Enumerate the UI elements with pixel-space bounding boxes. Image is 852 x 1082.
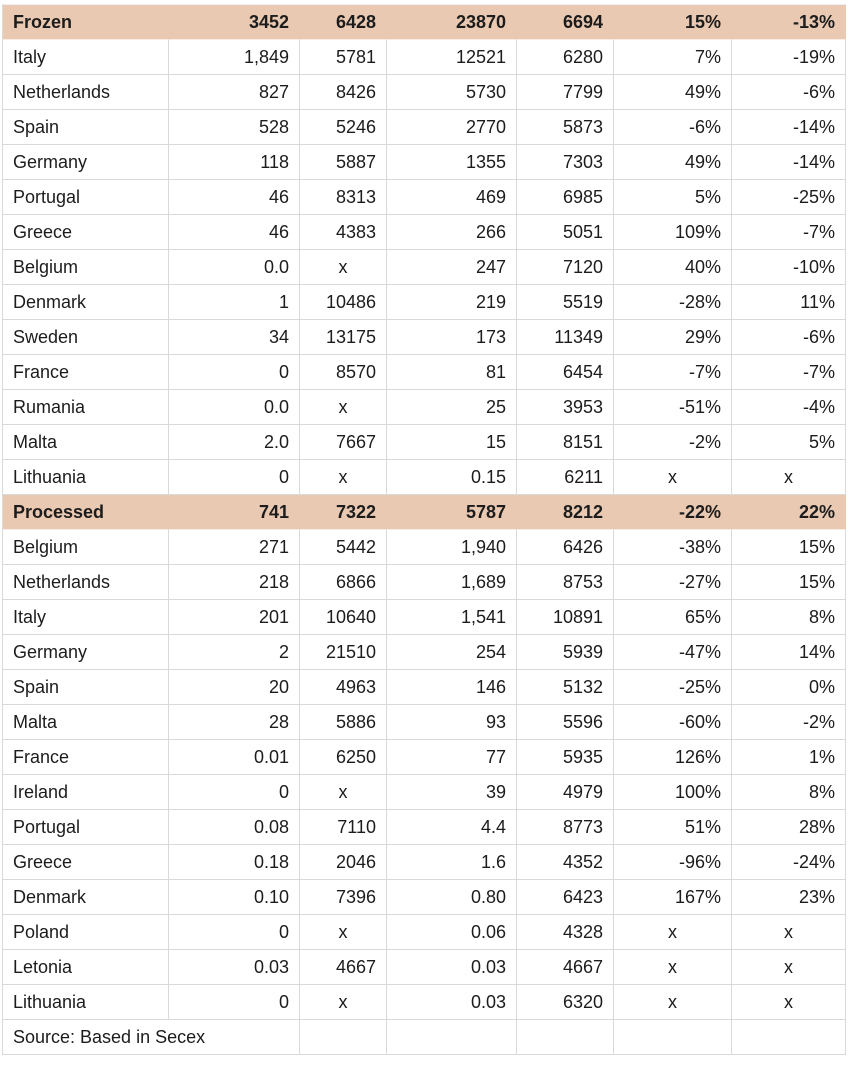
value-cell: 0.03: [169, 950, 300, 985]
value-cell: 7120: [517, 250, 614, 285]
value-cell: 8570: [300, 355, 387, 390]
value-cell: -6%: [732, 320, 846, 355]
data-table: [2, 4, 846, 1055]
value-cell: -22%: [614, 495, 732, 530]
value-cell: -2%: [614, 425, 732, 460]
value-cell: 219: [387, 285, 517, 320]
source-row: [3, 1020, 846, 1055]
value-cell: 1: [169, 285, 300, 320]
value-cell: 21510: [300, 635, 387, 670]
value-cell: 1355: [387, 145, 517, 180]
value-cell: -96%: [614, 845, 732, 880]
value-cell: x: [300, 390, 387, 425]
table-row: [3, 915, 846, 950]
value-cell: 4979: [517, 775, 614, 810]
table-row: [3, 425, 846, 460]
country-cell: Portugal: [3, 810, 169, 845]
country-cell: Lithuania: [3, 460, 169, 495]
value-cell: 81: [387, 355, 517, 390]
value-cell: 11%: [732, 285, 846, 320]
value-cell: 266: [387, 215, 517, 250]
value-cell: 10486: [300, 285, 387, 320]
value-cell: 0.03: [387, 985, 517, 1020]
value-cell: 1,689: [387, 565, 517, 600]
value-cell: -14%: [732, 110, 846, 145]
value-cell: 5%: [614, 180, 732, 215]
country-cell: Denmark: [3, 880, 169, 915]
value-cell: 8%: [732, 775, 846, 810]
table-row: [3, 145, 846, 180]
value-cell: 528: [169, 110, 300, 145]
value-cell: -4%: [732, 390, 846, 425]
value-cell: x: [732, 460, 846, 495]
value-cell: 4963: [300, 670, 387, 705]
country-cell: Portugal: [3, 180, 169, 215]
value-cell: 5%: [732, 425, 846, 460]
empty-cell: [387, 1020, 517, 1055]
table-row: [3, 355, 846, 390]
value-cell: 12521: [387, 40, 517, 75]
value-cell: 0: [169, 355, 300, 390]
value-cell: 2046: [300, 845, 387, 880]
value-cell: 3953: [517, 390, 614, 425]
value-cell: -27%: [614, 565, 732, 600]
country-cell: Germany: [3, 145, 169, 180]
value-cell: 8753: [517, 565, 614, 600]
table-row: [3, 635, 846, 670]
value-cell: 51%: [614, 810, 732, 845]
value-cell: -28%: [614, 285, 732, 320]
value-cell: 34: [169, 320, 300, 355]
value-cell: 8%: [732, 600, 846, 635]
value-cell: 7799: [517, 75, 614, 110]
value-cell: 15%: [732, 530, 846, 565]
value-cell: 5051: [517, 215, 614, 250]
value-cell: 40%: [614, 250, 732, 285]
value-cell: 77: [387, 740, 517, 775]
value-cell: 6423: [517, 880, 614, 915]
country-cell: Germany: [3, 635, 169, 670]
value-cell: 827: [169, 75, 300, 110]
value-cell: 201: [169, 600, 300, 635]
value-cell: 6320: [517, 985, 614, 1020]
value-cell: 23%: [732, 880, 846, 915]
value-cell: 1.6: [387, 845, 517, 880]
value-cell: 0.08: [169, 810, 300, 845]
value-cell: 6866: [300, 565, 387, 600]
country-cell: France: [3, 740, 169, 775]
value-cell: 146: [387, 670, 517, 705]
empty-cell: [517, 1020, 614, 1055]
table-row: [3, 285, 846, 320]
value-cell: 65%: [614, 600, 732, 635]
value-cell: 469: [387, 180, 517, 215]
value-cell: x: [732, 950, 846, 985]
value-cell: 271: [169, 530, 300, 565]
value-cell: 23870: [387, 5, 517, 40]
value-cell: 218: [169, 565, 300, 600]
value-cell: -38%: [614, 530, 732, 565]
value-cell: 49%: [614, 145, 732, 180]
value-cell: 4328: [517, 915, 614, 950]
value-cell: 118: [169, 145, 300, 180]
table-row: [3, 740, 846, 775]
value-cell: 2.0: [169, 425, 300, 460]
value-cell: 1,541: [387, 600, 517, 635]
country-cell: Belgium: [3, 530, 169, 565]
value-cell: 8313: [300, 180, 387, 215]
value-cell: 6250: [300, 740, 387, 775]
value-cell: 7110: [300, 810, 387, 845]
value-cell: 6211: [517, 460, 614, 495]
value-cell: -6%: [614, 110, 732, 145]
country-cell: Letonia: [3, 950, 169, 985]
value-cell: x: [614, 985, 732, 1020]
value-cell: 15: [387, 425, 517, 460]
table-row: [3, 950, 846, 985]
value-cell: 0.10: [169, 880, 300, 915]
value-cell: 5596: [517, 705, 614, 740]
value-cell: 4352: [517, 845, 614, 880]
value-cell: 2: [169, 635, 300, 670]
table-row: [3, 985, 846, 1020]
value-cell: 15%: [732, 565, 846, 600]
value-cell: 1%: [732, 740, 846, 775]
country-cell: Spain: [3, 670, 169, 705]
value-cell: 22%: [732, 495, 846, 530]
value-cell: 5730: [387, 75, 517, 110]
value-cell: 49%: [614, 75, 732, 110]
value-cell: x: [300, 915, 387, 950]
country-cell: Belgium: [3, 250, 169, 285]
value-cell: 5887: [300, 145, 387, 180]
country-cell: Lithuania: [3, 985, 169, 1020]
value-cell: 20: [169, 670, 300, 705]
value-cell: 1,940: [387, 530, 517, 565]
value-cell: 173: [387, 320, 517, 355]
country-cell: Malta: [3, 705, 169, 740]
value-cell: x: [300, 775, 387, 810]
value-cell: 46: [169, 180, 300, 215]
value-cell: 6280: [517, 40, 614, 75]
value-cell: -51%: [614, 390, 732, 425]
value-cell: -6%: [732, 75, 846, 110]
value-cell: 167%: [614, 880, 732, 915]
value-cell: 4383: [300, 215, 387, 250]
value-cell: 5781: [300, 40, 387, 75]
value-cell: 5787: [387, 495, 517, 530]
value-cell: 0: [169, 915, 300, 950]
value-cell: -47%: [614, 635, 732, 670]
empty-cell: [300, 1020, 387, 1055]
value-cell: 28: [169, 705, 300, 740]
country-cell: Poland: [3, 915, 169, 950]
table-row: [3, 390, 846, 425]
value-cell: 4667: [300, 950, 387, 985]
value-cell: 15%: [614, 5, 732, 40]
value-cell: -24%: [732, 845, 846, 880]
value-cell: 109%: [614, 215, 732, 250]
value-cell: 8212: [517, 495, 614, 530]
value-cell: 10640: [300, 600, 387, 635]
value-cell: -7%: [732, 215, 846, 250]
country-cell: Greece: [3, 845, 169, 880]
table-row: [3, 250, 846, 285]
country-cell: Rumania: [3, 390, 169, 425]
value-cell: 254: [387, 635, 517, 670]
value-cell: 39: [387, 775, 517, 810]
value-cell: 0.06: [387, 915, 517, 950]
value-cell: 4.4: [387, 810, 517, 845]
value-cell: 6454: [517, 355, 614, 390]
spreadsheet-table-container: [2, 4, 846, 1055]
value-cell: 5442: [300, 530, 387, 565]
value-cell: 0.0: [169, 390, 300, 425]
value-cell: x: [614, 950, 732, 985]
value-cell: x: [614, 915, 732, 950]
table-row: [3, 880, 846, 915]
value-cell: 5519: [517, 285, 614, 320]
value-cell: 14%: [732, 635, 846, 670]
value-cell: 0.18: [169, 845, 300, 880]
value-cell: -2%: [732, 705, 846, 740]
section-header-row: [3, 495, 846, 530]
value-cell: 5939: [517, 635, 614, 670]
value-cell: -14%: [732, 145, 846, 180]
value-cell: 93: [387, 705, 517, 740]
value-cell: x: [300, 985, 387, 1020]
table-row: [3, 320, 846, 355]
table-row: [3, 110, 846, 145]
value-cell: 7303: [517, 145, 614, 180]
country-cell: Ireland: [3, 775, 169, 810]
value-cell: 6985: [517, 180, 614, 215]
value-cell: -60%: [614, 705, 732, 740]
value-cell: 7322: [300, 495, 387, 530]
value-cell: 25: [387, 390, 517, 425]
value-cell: 28%: [732, 810, 846, 845]
table-row: [3, 670, 846, 705]
value-cell: 126%: [614, 740, 732, 775]
value-cell: 46: [169, 215, 300, 250]
section-title-cell: Frozen: [3, 5, 169, 40]
value-cell: -25%: [614, 670, 732, 705]
value-cell: 10891: [517, 600, 614, 635]
country-cell: Netherlands: [3, 75, 169, 110]
value-cell: 6426: [517, 530, 614, 565]
country-cell: Malta: [3, 425, 169, 460]
table-row: [3, 775, 846, 810]
value-cell: 0.15: [387, 460, 517, 495]
table-row: [3, 40, 846, 75]
value-cell: x: [614, 460, 732, 495]
value-cell: 13175: [300, 320, 387, 355]
empty-cell: [614, 1020, 732, 1055]
country-cell: Greece: [3, 215, 169, 250]
source-note: Source: Based in Secex: [3, 1020, 300, 1055]
value-cell: 5132: [517, 670, 614, 705]
value-cell: 8426: [300, 75, 387, 110]
value-cell: 0%: [732, 670, 846, 705]
table-body: [3, 5, 846, 1055]
value-cell: 5935: [517, 740, 614, 775]
value-cell: 8151: [517, 425, 614, 460]
value-cell: 0.01: [169, 740, 300, 775]
table-row: [3, 75, 846, 110]
value-cell: 2770: [387, 110, 517, 145]
country-cell: Spain: [3, 110, 169, 145]
country-cell: Denmark: [3, 285, 169, 320]
value-cell: 5886: [300, 705, 387, 740]
value-cell: -13%: [732, 5, 846, 40]
value-cell: 100%: [614, 775, 732, 810]
value-cell: 0.0: [169, 250, 300, 285]
table-row: [3, 845, 846, 880]
value-cell: 0: [169, 460, 300, 495]
value-cell: 741: [169, 495, 300, 530]
table-row: [3, 600, 846, 635]
value-cell: x: [300, 460, 387, 495]
value-cell: x: [732, 985, 846, 1020]
table-row: [3, 705, 846, 740]
value-cell: 247: [387, 250, 517, 285]
value-cell: 11349: [517, 320, 614, 355]
value-cell: -7%: [614, 355, 732, 390]
value-cell: 1,849: [169, 40, 300, 75]
section-title-cell: Processed: [3, 495, 169, 530]
value-cell: -7%: [732, 355, 846, 390]
value-cell: 7396: [300, 880, 387, 915]
country-cell: Netherlands: [3, 565, 169, 600]
table-row: [3, 180, 846, 215]
value-cell: x: [732, 915, 846, 950]
country-cell: France: [3, 355, 169, 390]
value-cell: 0.80: [387, 880, 517, 915]
value-cell: 6694: [517, 5, 614, 40]
country-cell: Italy: [3, 40, 169, 75]
empty-cell: [732, 1020, 846, 1055]
value-cell: 3452: [169, 5, 300, 40]
table-row: [3, 565, 846, 600]
table-row: [3, 460, 846, 495]
value-cell: 6428: [300, 5, 387, 40]
value-cell: 4667: [517, 950, 614, 985]
country-cell: Sweden: [3, 320, 169, 355]
value-cell: 5873: [517, 110, 614, 145]
value-cell: -19%: [732, 40, 846, 75]
table-row: [3, 530, 846, 565]
table-row: [3, 215, 846, 250]
value-cell: 7%: [614, 40, 732, 75]
value-cell: 0: [169, 985, 300, 1020]
value-cell: 0: [169, 775, 300, 810]
table-row: [3, 810, 846, 845]
value-cell: 29%: [614, 320, 732, 355]
value-cell: 7667: [300, 425, 387, 460]
value-cell: x: [300, 250, 387, 285]
value-cell: 8773: [517, 810, 614, 845]
section-header-row: [3, 5, 846, 40]
value-cell: 0.03: [387, 950, 517, 985]
value-cell: 5246: [300, 110, 387, 145]
value-cell: -10%: [732, 250, 846, 285]
value-cell: -25%: [732, 180, 846, 215]
country-cell: Italy: [3, 600, 169, 635]
